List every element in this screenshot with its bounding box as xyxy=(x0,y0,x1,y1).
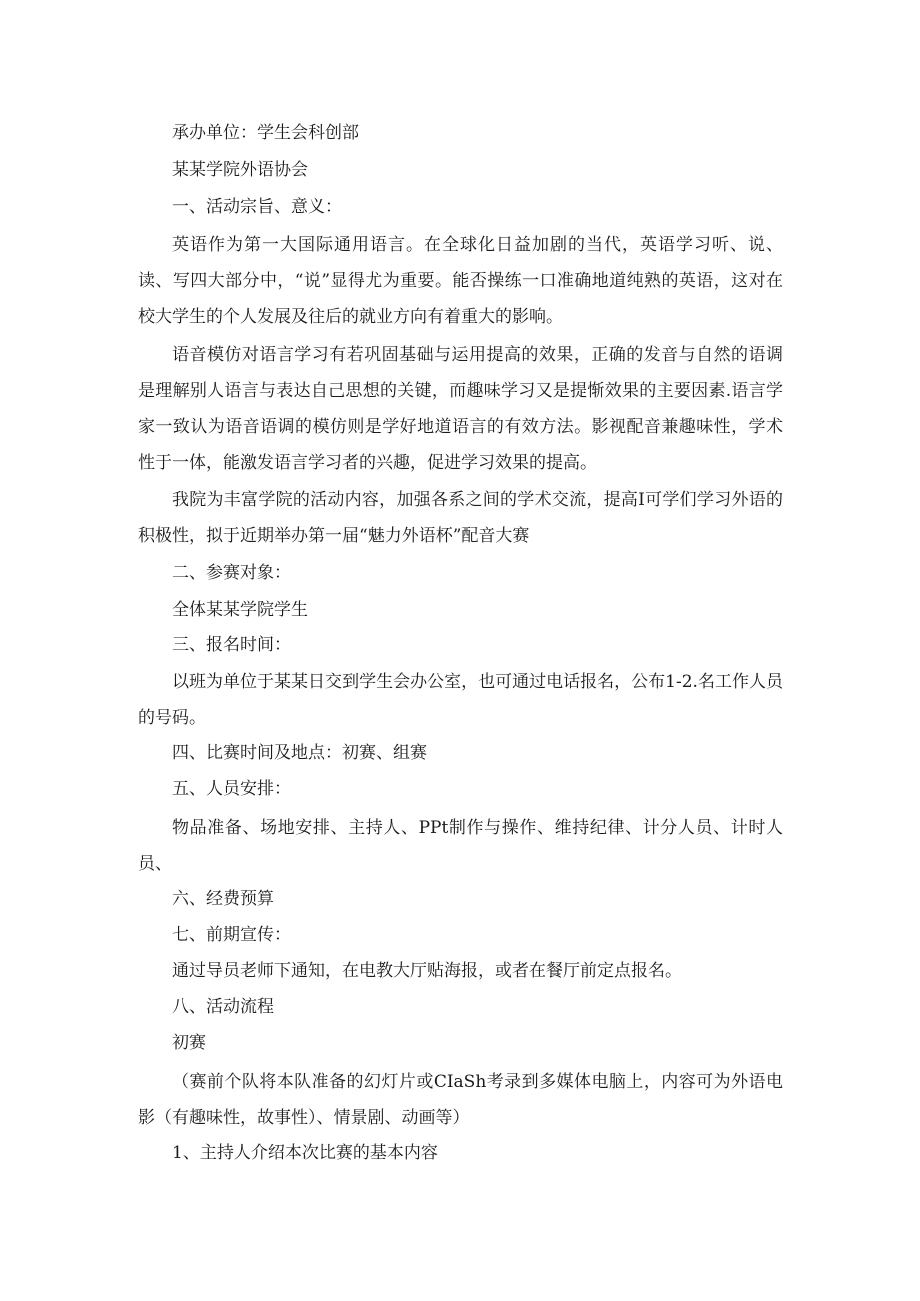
section2-text: 全体某某学院学生 xyxy=(172,600,308,620)
section1-paragraph-3: 我院为丰富学院的活动内容，加强各系之间的学术交流，提高I可学们学习外语的积极性，拟于近期举办第一届“魅力外语杯”配音大赛 xyxy=(138,490,783,546)
section4-heading: 四、比赛时间及地点：初赛、组赛 xyxy=(172,743,427,763)
section3-paragraph: 以班为单位于某某日交到学生会办公室，也可通过电话报名，公布1-2.名工作人员的号码。 xyxy=(138,672,783,728)
round-paragraph: （赛前个队将本队准备的幻灯片或CIaSh考录到多媒体电脑上，内容可为外语电影（有趣味性，故事性）、情景剧、动画等） xyxy=(138,1072,783,1128)
section7-text: 通过导员老师下通知，在电教大厅贴海报，或者在餐厅前定点报名。 xyxy=(172,961,682,981)
section1-paragraph-1: 英语作为第一大国际通用语言。在全球化日益加剧的当代，英语学习听、说、读、写四大部分中，“说”显得尤为重要。能否操练一口准确地道纯熟的英语，这对在校大学生的个人发展及往后的就业方向有着重大的影响。 xyxy=(138,235,783,327)
organizer-line: 承办单位：学生会科创部 xyxy=(172,123,359,143)
section2-heading: 二、参赛对象： xyxy=(172,563,291,583)
section3-heading: 三、报名时间： xyxy=(172,635,291,655)
section5-heading: 五、人员安排： xyxy=(172,779,291,799)
section1-paragraph-2: 语音模仿对语言学习有若巩固基础与运用提高的效果，正确的发音与自然的语调是理解别人语言与表达自己思想的关键，而趣味学习又是提惭效果的主要因素.语言学家一致认为语音语调的模仿则是学好地道语言的有效方法。影视配音兼趣味性，学术性于一体，能激发语言学习者的兴趣，促进学习效果的提高。 xyxy=(138,345,783,473)
section8-heading: 八、活动流程 xyxy=(172,997,274,1017)
section6-heading: 六、经费预算 xyxy=(172,889,274,909)
section1-heading: 一、活动宗旨、意义： xyxy=(172,197,342,217)
section7-heading: 七、前期宣传： xyxy=(172,925,291,945)
step-1: 1、主持人介绍本次比赛的基本内容 xyxy=(172,1143,438,1163)
section5-paragraph: 物品准备、场地安排、主持人、PPt制作与操作、维持纪律、计分人员、计时人员、 xyxy=(138,818,783,874)
association-line: 某某学院外语协会 xyxy=(172,160,308,180)
round-label: 初赛 xyxy=(172,1033,206,1053)
